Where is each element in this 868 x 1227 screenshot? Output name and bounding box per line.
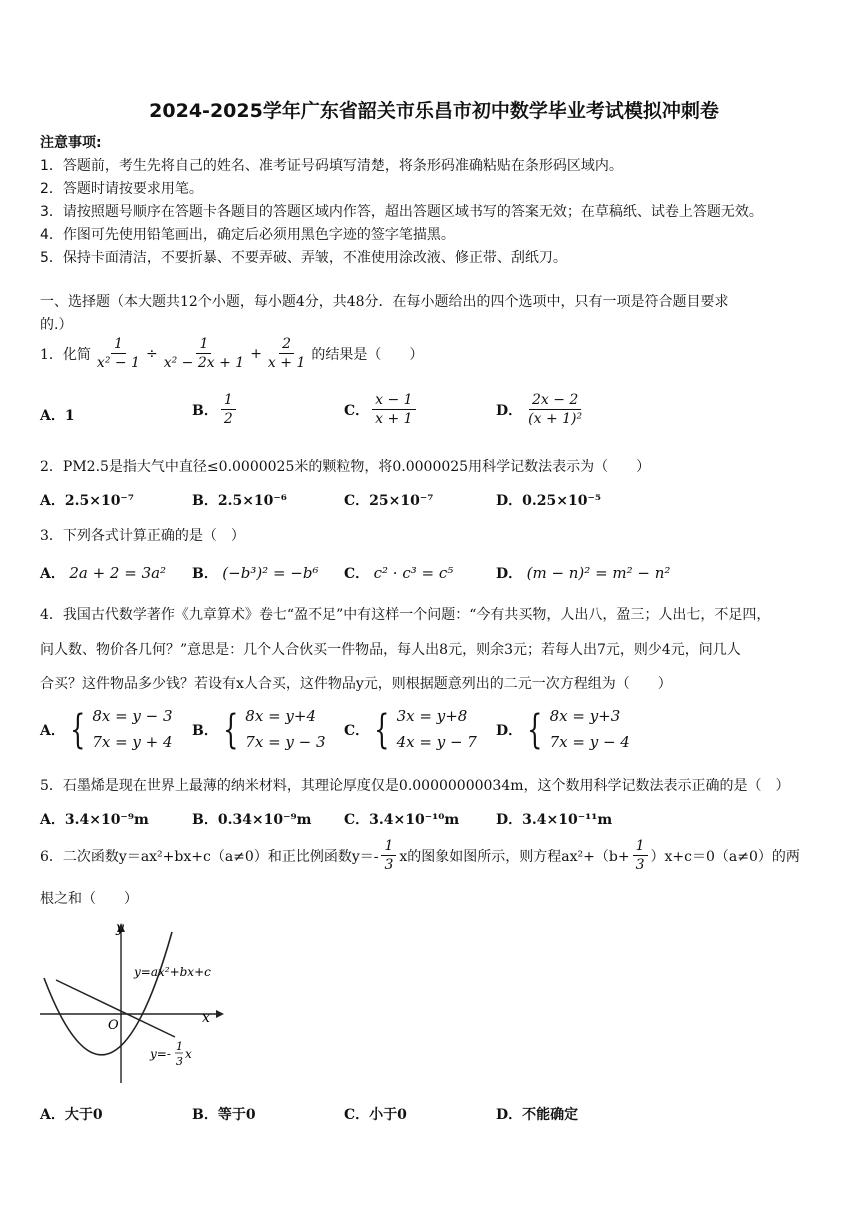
question-2: 2．PM2.5是指大气中直径≤0.0000025米的颗粒物，将0.0000025用科学记数法表示为（ ） (40, 459, 651, 475)
y-axis-label: y (116, 920, 124, 936)
q4-option-b: B． { 8x = y+4 7x = y − 3 (192, 706, 326, 753)
line-label-prefix: y=- (150, 1047, 171, 1061)
note-item: 2．答题时请按要求用笔。 (40, 181, 203, 197)
question-4-line3: 合买？这件物品多少钱？若设有x人合买，这件物品y元，则根据题意列出的二元一次方程组为（ ） (40, 676, 672, 692)
q1-option-d: D． $\frac{2x - 2}{\text{(x + 1)²}}$ (496, 392, 583, 428)
q6-option-b: B．等于0 (192, 1107, 256, 1123)
page-title: 2024-2025学年广东省韶关市乐昌市初中数学毕业考试模拟冲刺卷 (149, 100, 719, 122)
q6-option-a: A．大于0 (40, 1107, 103, 1123)
line-label-suffix: x (185, 1047, 192, 1061)
q1-tail: 的结果是（ ） (311, 346, 424, 363)
q4-option-d: D． { 8x = y+3 7x = y − 4 (496, 706, 630, 753)
q1-fraction-2: $\frac{1}{\text{x² − 2x + 1}}$ (163, 336, 245, 372)
question-3: 3．下列各式计算正确的是（ ） (40, 528, 245, 544)
parabola-curve (44, 932, 172, 1055)
line-label-num: 1 (176, 1040, 183, 1053)
note-item: 1．答题前，考生先将自己的姓名、准考证号码填写清楚，将条形码准确粘贴在条形码区域内。 (40, 158, 623, 174)
q6-option-c: C．小于0 (344, 1107, 407, 1123)
note-item: 3．请按照题号顺序在答题卡各题目的答题区域内作答，超出答题区域书写的答案无效；在草稿纸、试卷上答题无效。 (40, 204, 763, 220)
q5-option-c: C．3.4×10⁻¹⁰m (344, 812, 460, 828)
q1-number: 1．化简 (40, 346, 91, 363)
q2-option-b: B．2.5×10⁻⁶ (192, 493, 287, 509)
note-item: 5．保持卡面清洁，不要折暴、不要弄破、弄皱，不准使用涂改液、修正带、刮纸刀。 (40, 250, 567, 266)
q5-option-d: D．3.4×10⁻¹¹m (496, 812, 613, 828)
origin-label: O (108, 1018, 119, 1033)
q3-option-c: C． c² · c³ = c⁵ (344, 564, 454, 582)
q5-option-a: A．3.4×10⁻⁹m (40, 812, 149, 828)
section-heading-line2: 的.） (40, 317, 73, 333)
q6-fraction: $\frac{1}{3}$ (381, 838, 396, 873)
question-1 (40, 336, 423, 371)
q2-option-a: A．2.5×10⁻⁷ (40, 493, 134, 509)
x-axis-arrow (216, 1010, 224, 1018)
q6-function-graph (38, 918, 238, 1088)
notes-heading: 注意事项: (40, 135, 102, 151)
q1-option-c: C． $\frac{x - 1}{x + 1}$ (344, 392, 419, 427)
note-item: 4．作图可先使用铅笔画出，确定后必须用黑色字迹的签字笔描黑。 (40, 227, 455, 243)
question-6-line2: 根之和（ ） (40, 891, 138, 907)
question-4-line2: 问人数、物价各几何？”意思是：几个人合伙买一件物品，每人出8元，则余3元；若每人出7元，则少4元，问几人 (40, 642, 741, 658)
question-6-line1: 6．二次函数y＝ax²+bx+c（a≠0）和正比例函数y＝- $\frac{1}{3}$ x的图象如图所示，则方程ax²+（b+ $\frac{1}{3}$ ）x+c＝0（a≠0）的两 (40, 838, 800, 874)
q4-option-c: C． { 3x = y+8 4x = y − 7 (344, 706, 477, 753)
line-label-den: 3 (176, 1055, 183, 1068)
q3-option-a: A． 2a + 2 = 3a² (40, 564, 167, 582)
section-heading-line1: 一、选择题（本大题共12个小题，每小题4分，共48分．在每小题给出的四个选项中，只有一项是符合题目要求 (40, 294, 729, 310)
q1-fraction-1: $\frac{1}{\text{x² − 1}}$ (96, 336, 140, 372)
q6-option-d: D．不能确定 (496, 1107, 579, 1123)
q1-option-a: A．1 (40, 408, 75, 424)
parabola-label: y=ax²+bx+c (134, 965, 211, 979)
q1-operator: ÷ (145, 345, 158, 362)
q2-option-d: D．0.25×10⁻⁵ (496, 493, 601, 509)
q5-option-b: B．0.34×10⁻⁹m (192, 812, 312, 828)
q6-fraction: $\frac{1}{3}$ (633, 838, 648, 873)
q3-option-b: B． (−b³)² = −b⁶ (192, 564, 319, 582)
q1-option-b: B． $\frac{1}{2}$ (192, 392, 239, 427)
q4-option-a: A． { 8x = y − 3 7x = y + 4 (40, 706, 173, 753)
q2-option-c: C．25×10⁻⁷ (344, 493, 434, 509)
q3-option-d: D． (m − n)² = m² − n² (496, 564, 671, 582)
question-5: 5．石墨烯是现在世界上最薄的纳米材料，其理论厚度仅是0.00000000034m，这个数用科学记数法表示正确的是（ ） (40, 778, 790, 794)
question-4-line1: 4．我国古代数学著作《九章算术》卷七“盈不足”中有这样一个问题：“今有共买物，人出八，盈三；人出七，不足四， (40, 607, 771, 623)
x-axis-label: x (202, 1010, 210, 1026)
q1-fraction-3: $\frac{2}{x + 1}$ (267, 336, 306, 372)
q1-operator: + (250, 345, 262, 362)
